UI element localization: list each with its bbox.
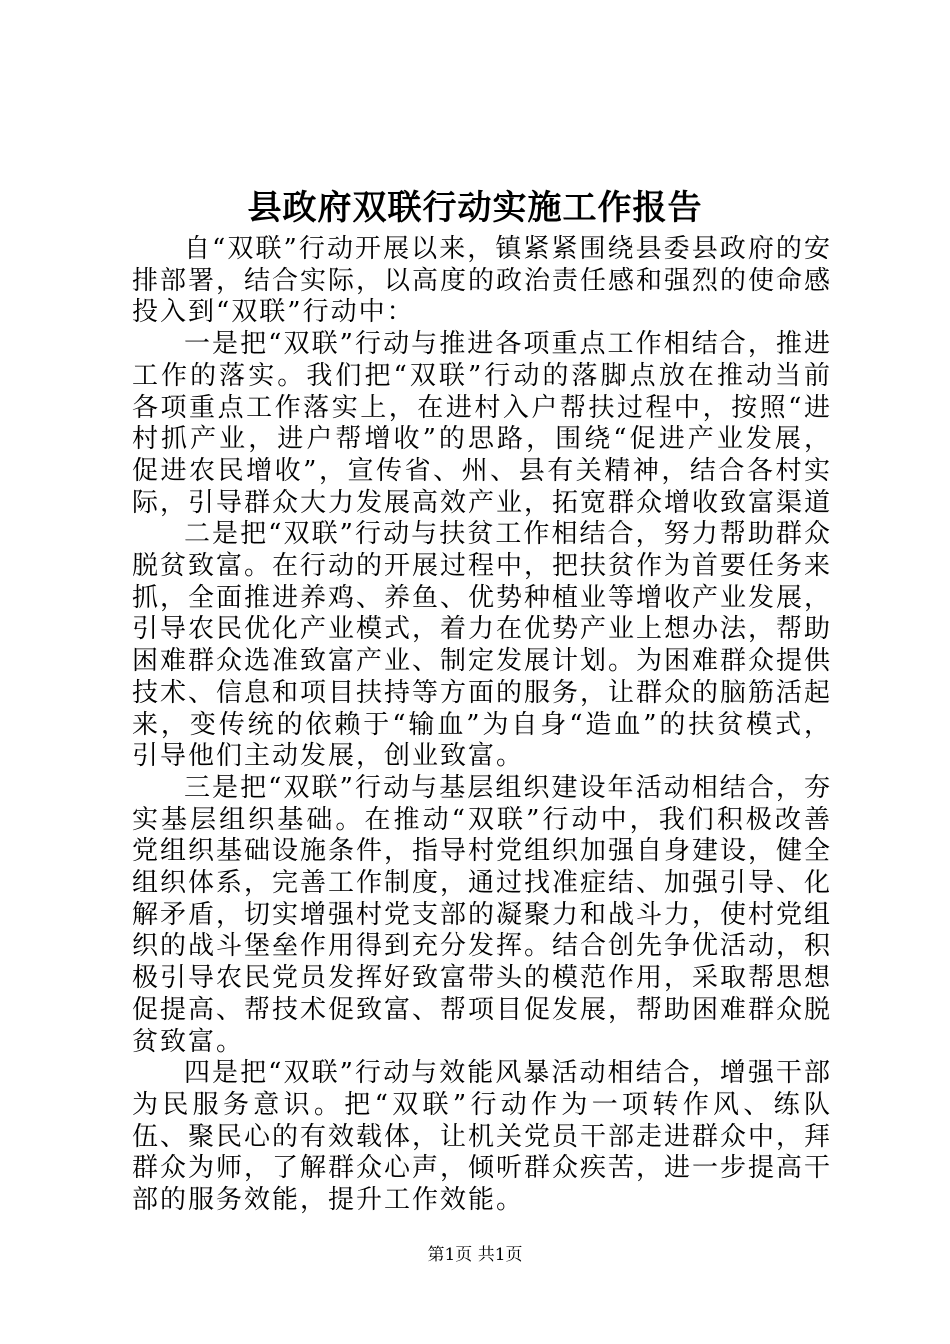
document-title: 县政府双联行动实施工作报告 — [247, 188, 703, 228]
paragraph-point-one: 一是把“双联”行动与推进各项重点工作相结合，推进工作的落实。我们把“双联”行动的落脚点放在推动当前各项重点工作落实上，在进村入户帮扶过程中，按照“进村抓产业，进户帮增收”的思路，围绕“促进产业发展，促进农民增收”，宣传省、州、县有关精神，结合各村实际，引导群众大力发展高效产业，拓宽群众增收致富渠道 — [132, 329, 833, 518]
paragraph-intro: 自“双联”行动开展以来，镇紧紧围绕县委县政府的安排部署，结合实际，以高度的政治责任感和强烈的使命感投入到“双联”行动中： — [132, 234, 833, 328]
page-footer: 第1页 共1页 — [427, 1245, 523, 1265]
paragraph-point-four: 四是把“双联”行动与效能风暴活动相结合，增强干部为民服务意识。把“双联”行动作为一项转作风、练队伍、聚民心的有效载体，让机关党员干部走进群众中，拜群众为师，了解群众心声，倾听群众疾苦，进一步提高干部的服务效能，提升工作效能。 — [132, 1058, 833, 1216]
paragraph-point-three: 三是把“双联”行动与基层组织建设年活动相结合，夯实基层组织基础。在推动“双联”行动中，我们积极改善党组织基础设施条件，指导村党组织加强自身建设，健全组织体系，完善工作制度，通过找准症结、加强引导、化解矛盾，切实增强村党支部的凝聚力和战斗力，使村党组织的战斗堡垒作用得到充分发挥。结合创先争优活动，积极引导农民党员发挥好致富带头的模范作用，采取帮思想促提高、帮技术促致富、帮项目促发展，帮助困难群众脱贫致富。 — [132, 772, 833, 1057]
document-body — [132, 234, 832, 1217]
paragraph-point-two: 二是把“双联”行动与扶贫工作相结合，努力帮助群众脱贫致富。在行动的开展过程中，把扶贫作为首要任务来抓，全面推进养鸡、养鱼、优势种植业等增收产业发展，引导农民优化产业模式，着力在优势产业上想办法，帮助困难群众选准致富产业、制定发展计划。为困难群众提供技术、信息和项目扶持等方面的服务，让群众的脑筋活起来，变传统的依赖于“输血”为自身“造血”的扶贫模式，引导他们主动发展，创业致富。 — [132, 519, 833, 772]
